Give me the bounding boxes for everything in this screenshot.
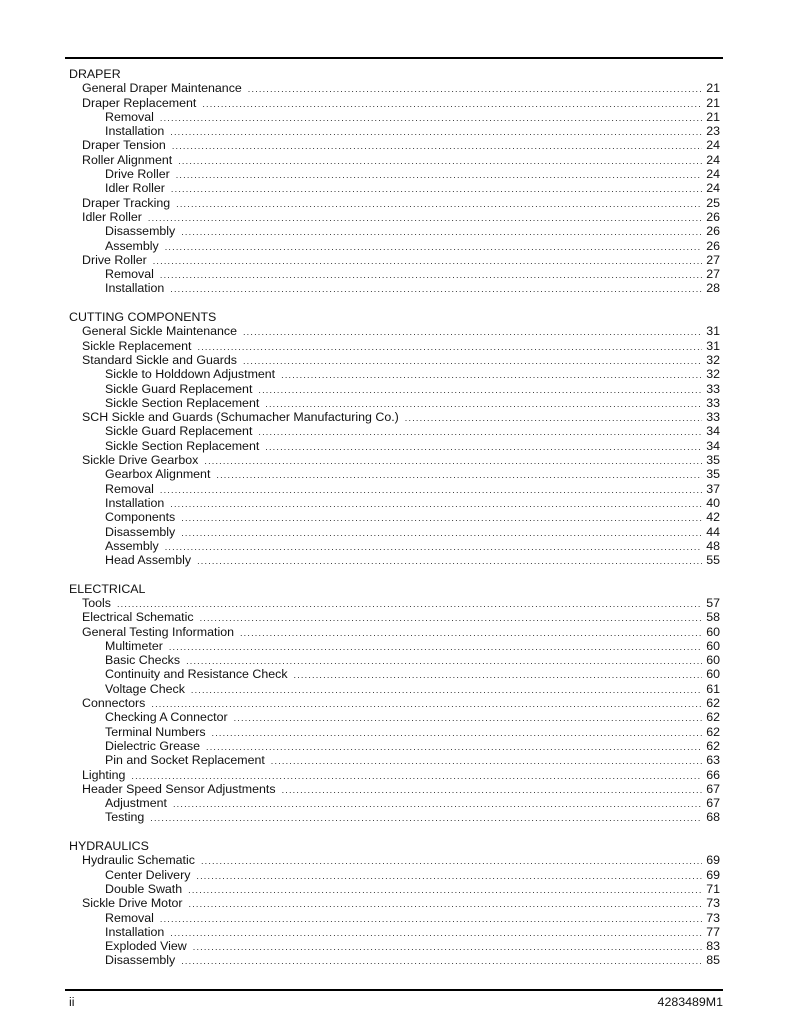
toc-entry-label: Drive Roller: [82, 252, 147, 267]
dot-leader: [189, 897, 703, 911]
toc-entry-label: Sickle Drive Gearbox: [82, 453, 199, 468]
dot-leader: [172, 139, 702, 153]
toc-entry[interactable]: [69, 510, 720, 524]
toc-entry-page: 67: [706, 796, 720, 811]
toc-entry-page: 35: [706, 467, 720, 482]
toc-entry-label: Electrical Schematic: [82, 610, 194, 625]
dot-leader: [265, 440, 702, 454]
dot-leader: [160, 912, 702, 926]
toc-entry-page: 48: [706, 538, 720, 553]
toc-entry-page: 31: [706, 324, 720, 339]
toc-entry-page: 35: [706, 453, 720, 468]
toc-entry-page: 44: [706, 524, 720, 539]
toc-entry-label: Disassembly: [105, 224, 176, 239]
toc-entry[interactable]: [69, 353, 720, 367]
toc-entry-page: 32: [706, 352, 720, 367]
toc-entry-label: General Sickle Maintenance: [82, 324, 237, 339]
footer-page-number: ii: [69, 995, 75, 1009]
toc-entry[interactable]: [69, 253, 720, 267]
toc-entry[interactable]: [69, 410, 720, 424]
toc-entry-page: 26: [706, 224, 720, 239]
toc-entry[interactable]: [69, 224, 720, 238]
toc-entry-page: 40: [706, 495, 720, 510]
toc-entry-label: Testing: [105, 810, 145, 825]
toc-entry-label: Removal: [105, 109, 154, 124]
toc-entry-label: Disassembly: [105, 524, 176, 539]
footer-document-number: 4283489M1: [657, 995, 723, 1009]
toc-entry-label: Terminal Numbers: [105, 724, 206, 739]
toc-entry-label: Center Delivery: [105, 867, 191, 882]
toc-entry-label: Drive Roller: [105, 167, 170, 182]
toc-entry[interactable]: [69, 696, 720, 710]
toc-entry[interactable]: [69, 725, 720, 739]
dot-leader: [197, 554, 702, 568]
table-of-contents: [69, 67, 720, 982]
top-rule: [65, 57, 723, 59]
dot-leader: [240, 626, 702, 640]
toc-entry-label: Assembly: [105, 238, 159, 253]
toc-entry[interactable]: [69, 739, 720, 753]
toc-entry[interactable]: [69, 467, 720, 481]
toc-entry-label: Assembly: [105, 538, 159, 553]
dot-leader: [216, 468, 702, 482]
dot-leader: [160, 483, 702, 497]
toc-entry[interactable]: [69, 653, 720, 667]
toc-entry-page: 27: [706, 252, 720, 267]
toc-entry-page: 69: [706, 867, 720, 882]
toc-entry-label: Draper Tension: [82, 138, 166, 153]
toc-entry-label: Installation: [105, 924, 165, 939]
toc-entry-page: 21: [706, 109, 720, 124]
dot-leader: [206, 740, 702, 754]
toc-entry-label: Dielectric Grease: [105, 738, 201, 753]
toc-entry-page: 62: [706, 696, 720, 711]
dot-leader: [165, 240, 702, 254]
bottom-rule: [65, 989, 723, 991]
toc-entry-page: 32: [706, 367, 720, 382]
dot-leader: [176, 168, 702, 182]
toc-entry-page: 62: [706, 710, 720, 725]
toc-entry-page: 55: [706, 553, 720, 568]
toc-section: [69, 582, 720, 825]
toc-entry-label: Sickle Guard Replacement: [105, 381, 253, 396]
toc-entry-label: Installation: [105, 495, 165, 510]
toc-entry[interactable]: [69, 667, 720, 681]
toc-entry-page: 34: [706, 438, 720, 453]
toc-entry-label: Removal: [105, 481, 154, 496]
toc-entry-label: Sickle Replacement: [82, 338, 192, 353]
toc-entry[interactable]: [69, 896, 720, 910]
toc-entry-page: 34: [706, 424, 720, 439]
dot-leader: [294, 668, 703, 682]
toc-entry[interactable]: [69, 768, 720, 782]
toc-entry[interactable]: [69, 110, 720, 124]
dot-leader: [282, 783, 703, 797]
toc-entry-label: Installation: [105, 124, 165, 139]
toc-entry-label: Sickle Drive Motor: [82, 896, 183, 911]
toc-entry[interactable]: [69, 539, 720, 553]
toc-entry-label: General Draper Maintenance: [82, 81, 242, 96]
toc-entry-page: 63: [706, 753, 720, 768]
toc-entry-label: Idler Roller: [82, 209, 142, 224]
dot-leader: [258, 383, 702, 397]
toc-entry-page: 68: [706, 810, 720, 825]
toc-entry-page: 60: [706, 653, 720, 668]
toc-entry-page: 25: [706, 195, 720, 210]
dot-leader: [193, 940, 702, 954]
toc-entry[interactable]: [69, 281, 720, 295]
toc-entry-label: Draper Replacement: [82, 95, 197, 110]
toc-entry-label: Roller Alignment: [82, 152, 173, 167]
dot-leader: [165, 540, 702, 554]
dot-leader: [271, 754, 702, 768]
toc-entry-label: Gearbox Alignment: [105, 467, 211, 482]
toc-entry-page: 83: [706, 939, 720, 954]
toc-entry-label: Components: [105, 510, 176, 525]
toc-entry[interactable]: [69, 124, 720, 138]
toc-entry-page: 42: [706, 510, 720, 525]
toc-entry-page: 21: [706, 95, 720, 110]
toc-entry-page: 58: [706, 610, 720, 625]
toc-entry-label: Disassembly: [105, 953, 176, 968]
dot-leader: [170, 125, 702, 139]
toc-entry-page: 23: [706, 124, 720, 139]
toc-entry[interactable]: [69, 439, 720, 453]
dot-leader: [181, 225, 702, 239]
toc-entry-label: Tools: [82, 595, 111, 610]
toc-entry[interactable]: [69, 339, 720, 353]
dot-leader: [173, 797, 702, 811]
toc-entry[interactable]: [69, 396, 720, 410]
toc-entry-page: 73: [706, 910, 720, 925]
toc-entry-label: Idler Roller: [105, 181, 165, 196]
dot-leader: [178, 154, 702, 168]
toc-entry[interactable]: [69, 682, 720, 696]
dot-leader: [202, 97, 702, 111]
toc-entry[interactable]: [69, 196, 720, 210]
toc-entry-page: 77: [706, 924, 720, 939]
toc-entry[interactable]: [69, 453, 720, 467]
toc-entry[interactable]: [69, 853, 720, 867]
toc-entry-label: Exploded View: [105, 939, 187, 954]
toc-entry[interactable]: [69, 181, 720, 195]
dot-leader: [243, 325, 702, 339]
toc-entry-page: 71: [706, 881, 720, 896]
dot-leader: [204, 454, 702, 468]
dot-leader: [186, 654, 702, 668]
toc-entry[interactable]: [69, 782, 720, 796]
toc-entry[interactable]: [69, 167, 720, 181]
toc-entry-label: General Testing Information: [82, 624, 234, 639]
toc-entry-label: Basic Checks: [105, 653, 181, 668]
dot-leader: [170, 497, 702, 511]
toc-entry[interactable]: [69, 810, 720, 824]
toc-entry[interactable]: [69, 610, 720, 624]
dot-leader: [160, 111, 702, 125]
dot-leader: [148, 211, 702, 225]
toc-entry-label: Pin and Socket Replacement: [105, 753, 265, 768]
toc-entry-label: Hydraulic Schematic: [82, 853, 195, 868]
dot-leader: [196, 869, 702, 883]
dot-leader: [117, 597, 702, 611]
toc-entry-label: Double Swath: [105, 881, 183, 896]
toc-entry[interactable]: [69, 525, 720, 539]
toc-entry[interactable]: [69, 81, 720, 95]
toc-entry-page: 69: [706, 853, 720, 868]
toc-entry-page: 26: [706, 238, 720, 253]
toc-entry[interactable]: [69, 868, 720, 882]
dot-leader: [188, 883, 702, 897]
section-title: DRAPER: [69, 67, 121, 81]
toc-entry-page: 37: [706, 481, 720, 496]
toc-entry[interactable]: [69, 324, 720, 338]
dot-leader: [181, 526, 702, 540]
toc-entry-page: 33: [706, 381, 720, 396]
dot-leader: [181, 511, 702, 525]
toc-entry-label: Header Speed Sensor Adjustments: [82, 781, 276, 796]
toc-entry[interactable]: [69, 210, 720, 224]
dot-leader: [151, 697, 702, 711]
toc-entry[interactable]: [69, 153, 720, 167]
toc-entry-page: 67: [706, 781, 720, 796]
toc-entry-label: Continuity and Resistance Check: [105, 667, 288, 682]
toc-entry-page: 21: [706, 81, 720, 96]
toc-entry-page: 24: [706, 152, 720, 167]
toc-entry[interactable]: [69, 596, 720, 610]
toc-section: [69, 310, 720, 567]
toc-entry[interactable]: [69, 911, 720, 925]
toc-entry-page: 60: [706, 624, 720, 639]
toc-entry[interactable]: [69, 925, 720, 939]
toc-entry[interactable]: [69, 939, 720, 953]
toc-entry-label: Head Assembly: [105, 553, 192, 568]
toc-entry-page: 24: [706, 181, 720, 196]
toc-entry[interactable]: [69, 639, 720, 653]
dot-leader: [170, 926, 702, 940]
toc-entry[interactable]: [69, 424, 720, 438]
toc-entry[interactable]: [69, 382, 720, 396]
toc-entry[interactable]: [69, 625, 720, 639]
toc-entry-label: Sickle to Holddown Adjustment: [105, 367, 276, 382]
dot-leader: [131, 769, 702, 783]
dot-leader: [181, 954, 702, 968]
toc-entry-page: 60: [706, 638, 720, 653]
toc-entry-label: Lighting: [82, 767, 126, 782]
toc-entry[interactable]: [69, 267, 720, 281]
section-title: CUTTING COMPONENTS: [69, 310, 217, 325]
toc-entry-page: 27: [706, 267, 720, 282]
toc-entry-label: Checking A Connector: [105, 710, 228, 725]
dot-leader: [150, 811, 702, 825]
toc-entry-label: Sickle Guard Replacement: [105, 424, 253, 439]
toc-entry-page: 60: [706, 667, 720, 682]
dot-leader: [234, 711, 703, 725]
toc-entry[interactable]: [69, 753, 720, 767]
toc-entry[interactable]: [69, 710, 720, 724]
toc-entry[interactable]: [69, 96, 720, 110]
toc-entry[interactable]: [69, 882, 720, 896]
toc-entry[interactable]: [69, 553, 720, 567]
toc-entry-page: 61: [706, 681, 720, 696]
dot-leader: [258, 425, 702, 439]
toc-section: [69, 67, 720, 296]
toc-entry-page: 26: [706, 209, 720, 224]
section-title: ELECTRICAL: [69, 581, 146, 596]
toc-entry-page: 62: [706, 724, 720, 739]
toc-entry-label: Adjustment: [105, 796, 167, 811]
toc-entry-label: Connectors: [82, 696, 146, 711]
dot-leader: [176, 197, 702, 211]
toc-entry-page: 24: [706, 167, 720, 182]
toc-entry-label: Sickle Section Replacement: [105, 438, 260, 453]
toc-entry-page: 33: [706, 410, 720, 425]
dot-leader: [405, 411, 702, 425]
toc-entry-label: Sickle Section Replacement: [105, 395, 260, 410]
toc-entry-page: 66: [706, 767, 720, 782]
dot-leader: [243, 354, 702, 368]
toc-entry-page: 62: [706, 738, 720, 753]
dot-leader: [198, 340, 703, 354]
toc-entry-label: Voltage Check: [105, 681, 185, 696]
dot-leader: [201, 854, 702, 868]
dot-leader: [191, 683, 702, 697]
toc-entry-page: 28: [706, 281, 720, 296]
toc-entry[interactable]: [69, 138, 720, 152]
toc-entry-page: 24: [706, 138, 720, 153]
toc-section: [69, 839, 720, 968]
dot-leader: [160, 268, 702, 282]
toc-entry-label: Draper Tracking: [82, 195, 171, 210]
toc-entry-label: Multimeter: [105, 638, 163, 653]
toc-entry-page: 57: [706, 595, 720, 610]
toc-entry-label: SCH Sickle and Guards (Schumacher Manufacturing Co.): [82, 410, 399, 425]
dot-leader: [200, 611, 703, 625]
toc-entry-label: Standard Sickle and Guards: [82, 352, 237, 367]
toc-entry-label: Installation: [105, 281, 165, 296]
dot-leader: [170, 282, 702, 296]
toc-entry-page: 85: [706, 953, 720, 968]
dot-leader: [281, 368, 702, 382]
dot-leader: [171, 182, 702, 196]
toc-entry[interactable]: [69, 239, 720, 253]
toc-entry[interactable]: [69, 796, 720, 810]
dot-leader: [153, 254, 702, 268]
toc-entry-label: Removal: [105, 267, 154, 282]
section-title: HYDRAULICS: [69, 839, 149, 854]
toc-entry-page: 33: [706, 395, 720, 410]
toc-entry[interactable]: [69, 367, 720, 381]
toc-entry-label: Removal: [105, 910, 154, 925]
toc-entry[interactable]: [69, 953, 720, 967]
toc-entry-page: 73: [706, 896, 720, 911]
dot-leader: [248, 82, 702, 96]
dot-leader: [169, 640, 702, 654]
dot-leader: [265, 397, 702, 411]
toc-entry-page: 31: [706, 338, 720, 353]
toc-entry[interactable]: [69, 496, 720, 510]
toc-entry[interactable]: [69, 482, 720, 496]
dot-leader: [212, 726, 703, 740]
